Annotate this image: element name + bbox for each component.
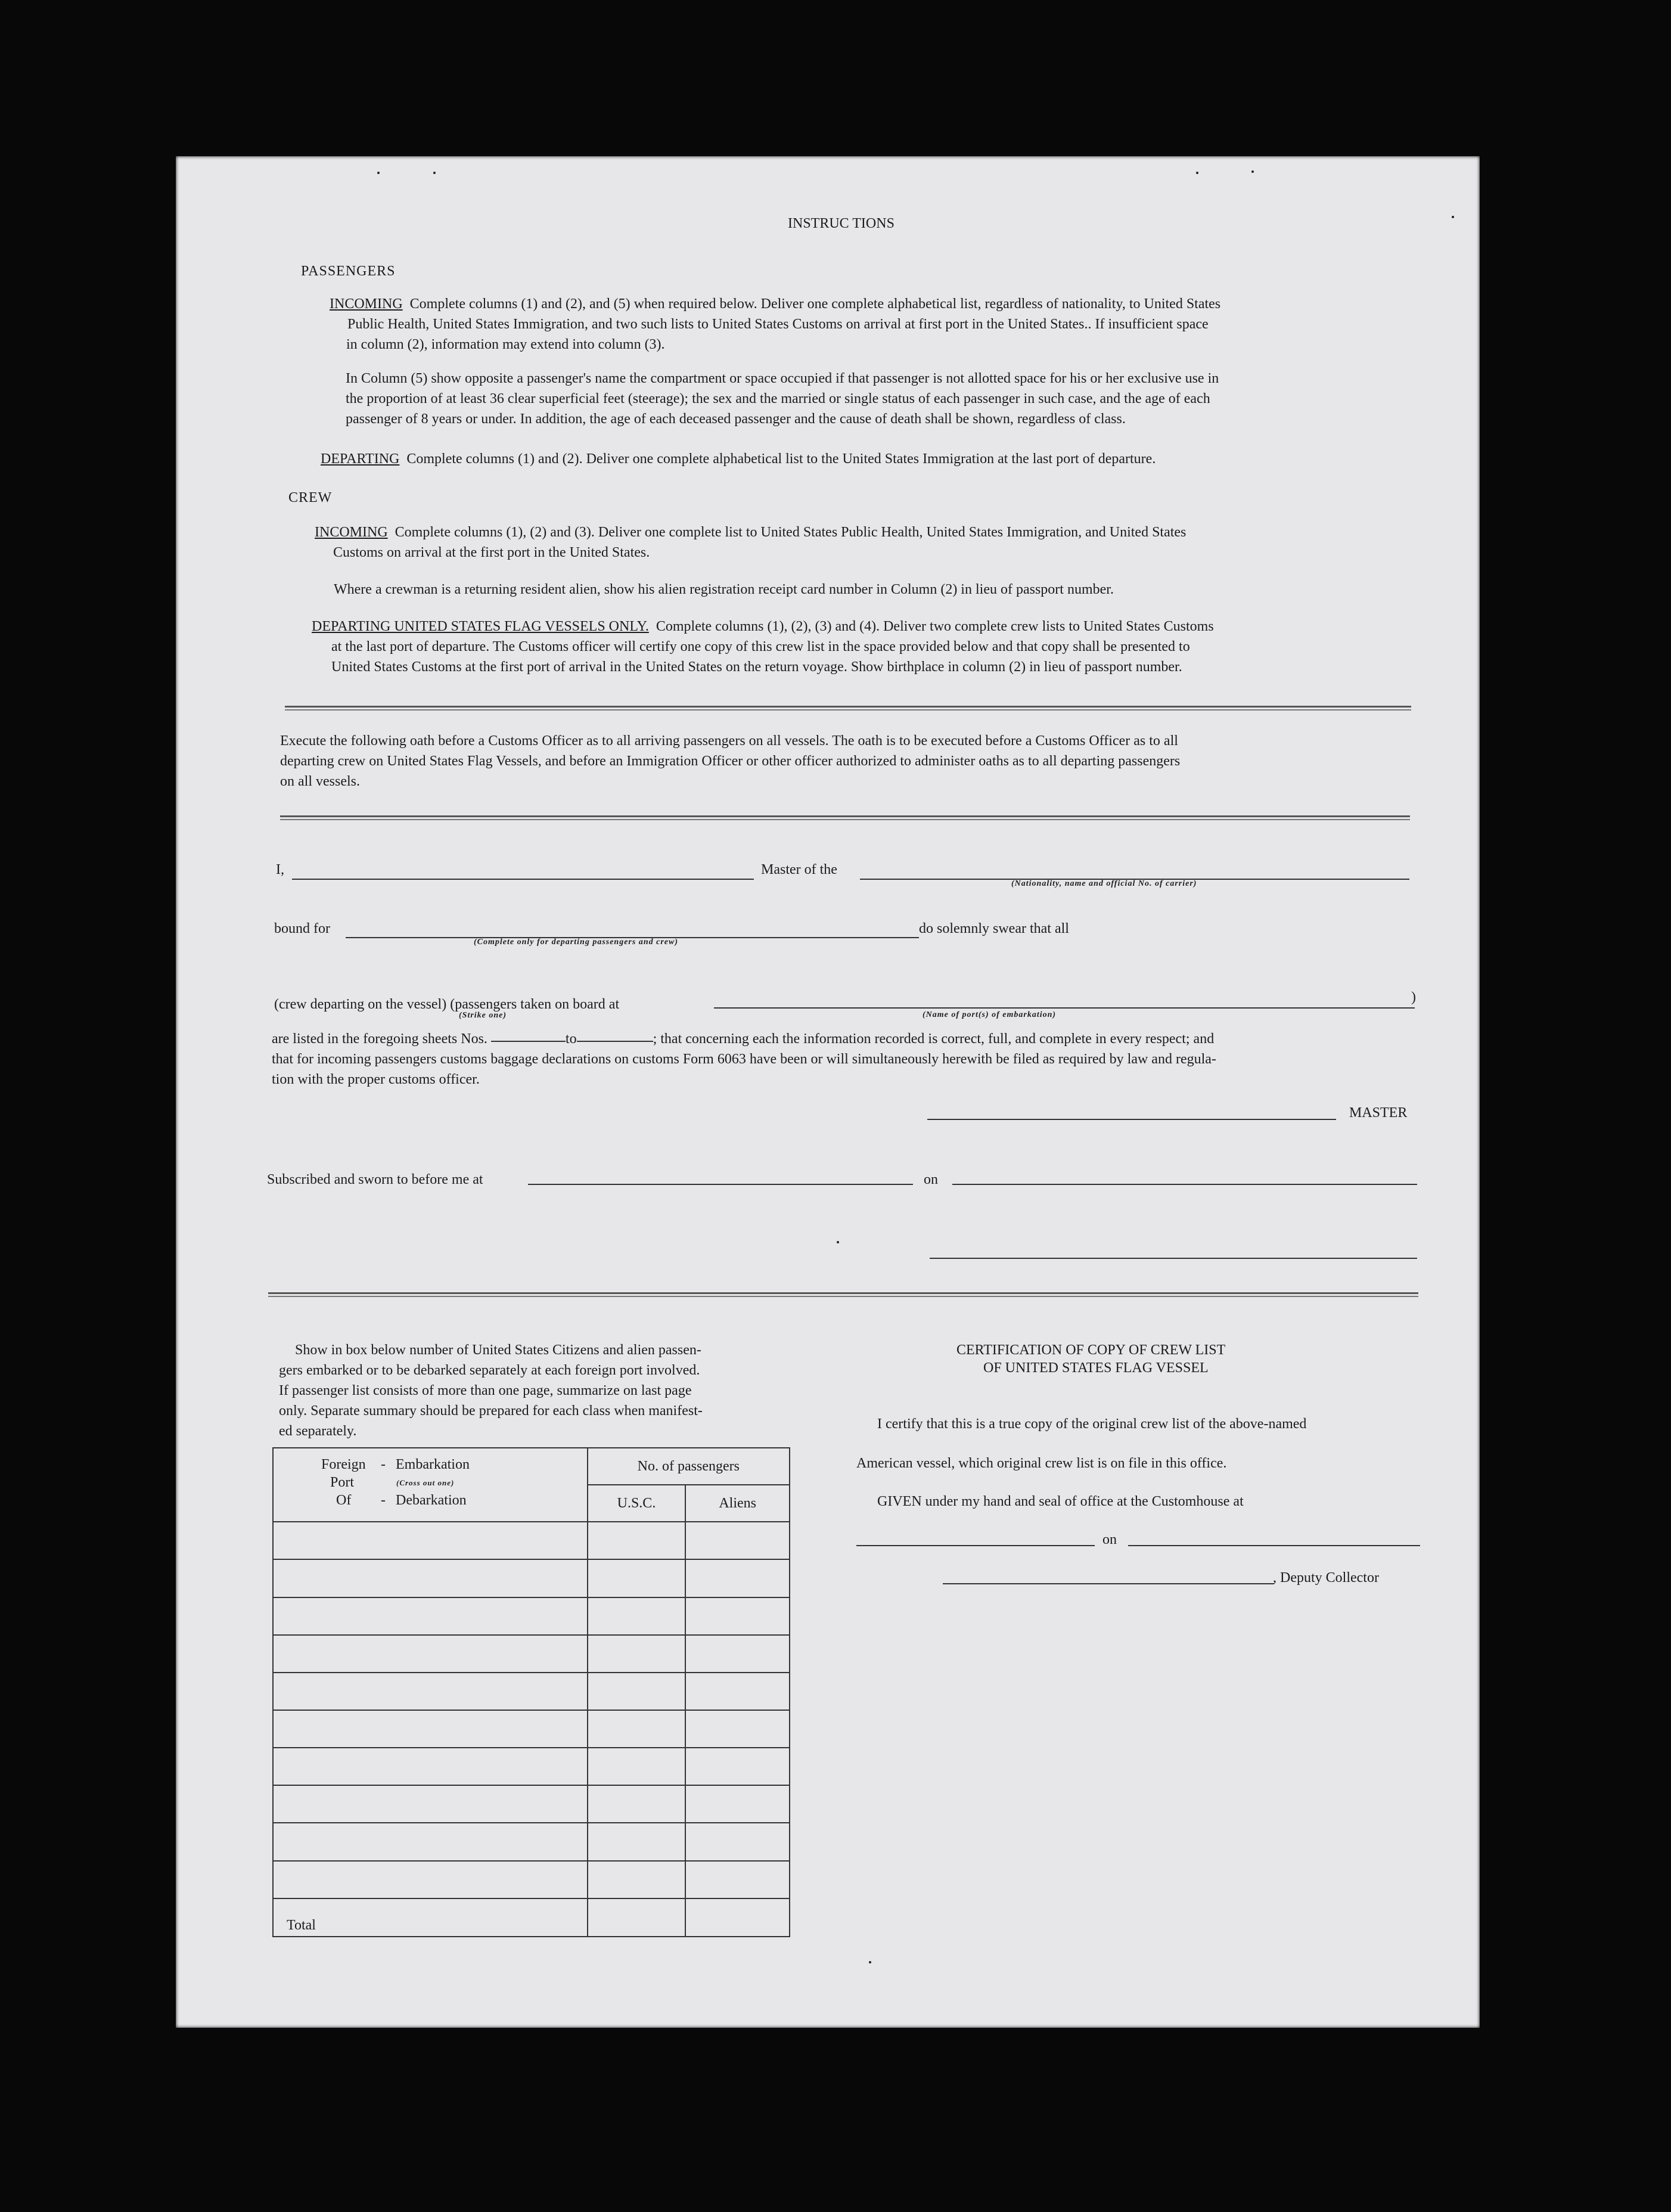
ports-caption: (Name of port(s) of embarkation)	[923, 1010, 1057, 1019]
no-of-passengers-header: No. of passengers	[588, 1448, 790, 1485]
usc-cell[interactable]	[588, 1748, 686, 1785]
scan-mark	[869, 1961, 871, 1963]
scan-mark	[1251, 170, 1254, 173]
sheet-to-field[interactable]	[577, 1041, 653, 1042]
scan-mark	[837, 1241, 839, 1243]
port-cell[interactable]	[273, 1522, 588, 1559]
separator-2	[280, 815, 1410, 817]
usc-cell[interactable]	[588, 1635, 686, 1673]
usc-cell[interactable]	[588, 1710, 686, 1748]
table-row	[273, 1559, 790, 1597]
passengers-incoming-block	[330, 294, 1220, 355]
nationality-caption: (Nationality, name and official No. of carrier)	[1011, 879, 1197, 888]
aliens-cell[interactable]	[685, 1635, 790, 1673]
solemnly-swear: do solemnly swear that all	[919, 921, 1069, 936]
listed-cont	[272, 1049, 1216, 1090]
crew-departing-text: (crew departing on the vessel) (passengers taken on board at	[274, 997, 620, 1012]
listed-line3: tion with the proper customs officer.	[272, 1072, 480, 1087]
separator-1b	[285, 709, 1411, 711]
listed-line2: that for incoming passengers customs baggage declarations on customs Form 6063 have been or will simultaneously herewith be filed as required by law and regula-	[272, 1051, 1216, 1067]
crew-incoming-label: INCOMING	[315, 525, 388, 540]
usc-cell[interactable]	[588, 1559, 686, 1597]
crew-departing-block	[312, 616, 1214, 677]
table-row	[273, 1710, 790, 1748]
certification-line2: American vessel, which original crew list is on file in this office.	[856, 1456, 1227, 1471]
debarkation-label: Debarkation	[396, 1493, 467, 1508]
aliens-cell[interactable]	[685, 1522, 790, 1559]
table-row	[273, 1522, 790, 1559]
crew-departing-line2: at the last port of departure. The Customs officer will certify one copy of this crew list in the space provided below and that copy shall be presented to	[331, 639, 1190, 654]
aliens-cell[interactable]	[685, 1710, 790, 1748]
table-row	[273, 1785, 790, 1823]
crew-departing-line3: United States Customs at the first port of arrival in the United States on the return voyage. Show birthplace in column (2) in lieu of passport number.	[331, 659, 1182, 675]
usc-total-cell[interactable]	[588, 1898, 686, 1937]
dash-2: -	[381, 1493, 386, 1508]
aliens-cell[interactable]	[685, 1748, 790, 1785]
crew-departing-label: DEPARTING UNITED STATES FLAG VESSELS ONLY.	[312, 619, 649, 634]
subscribed-at-field[interactable]	[528, 1184, 913, 1185]
table-row	[273, 1635, 790, 1673]
master-of-label: Master of the	[761, 862, 837, 877]
port-cell[interactable]	[273, 1635, 588, 1673]
ports-field[interactable]	[714, 1007, 1415, 1009]
passengers-incoming-line3: in column (2), information may extend into column (3).	[346, 337, 665, 352]
crew-departing-line1: Complete columns (1), (2), (3) and (4). Deliver two complete crew lists to United States Customs	[656, 619, 1214, 634]
crew-resident-alien: Where a crewman is a returning resident alien, show his alien registration receipt card number in Column (2) in lieu of passport number.	[334, 582, 1114, 597]
bound-for-label: bound for	[274, 921, 330, 936]
summary-line1: Show in box below number of United States Citizens and alien passen-	[295, 1342, 701, 1358]
table-row	[273, 1748, 790, 1785]
aliens-total-cell[interactable]	[685, 1898, 790, 1937]
embarkation-label: Embarkation	[396, 1457, 470, 1472]
summary-line4: only. Separate summary should be prepared for each class when manifest-	[279, 1403, 703, 1419]
scan-mark	[377, 172, 380, 174]
of-label: Of	[336, 1493, 352, 1508]
port-cell[interactable]	[273, 1597, 588, 1635]
table-row	[273, 1597, 790, 1635]
usc-cell[interactable]	[588, 1597, 686, 1635]
complete-only-caption: (Complete only for departing passengers and crew)	[474, 938, 678, 947]
aliens-cell[interactable]	[685, 1597, 790, 1635]
port-cell[interactable]	[273, 1785, 588, 1823]
oath-intro	[280, 731, 1180, 792]
crew-heading: CREW	[288, 490, 333, 505]
separator-3	[268, 1292, 1418, 1294]
subscribed-date-field[interactable]	[952, 1184, 1417, 1185]
usc-header: U.S.C.	[588, 1485, 686, 1522]
foreign-label: Foreign	[321, 1457, 366, 1472]
scan-mark	[1196, 172, 1198, 174]
subscribed-label: Subscribed and sworn to before me at	[267, 1172, 483, 1187]
certification-on-label: on	[1102, 1532, 1117, 1547]
summary-line5: ed separately.	[279, 1423, 357, 1439]
separator-3b	[268, 1296, 1418, 1297]
subscribed-on-label: on	[924, 1172, 938, 1187]
port-cell[interactable]	[273, 1673, 588, 1710]
table-row	[273, 1823, 790, 1860]
column5-line1: In Column (5) show opposite a passenger's name the compartment or space occupied if that passenger is not allotted space for his or her exclusive use in	[346, 371, 1219, 386]
column5-line2: the proportion of at least 36 clear superficial feet (steerage); the sex and the married or single status of each passenger in such case, and the age of each	[346, 391, 1210, 407]
summary-line2: gers embarked or to be debarked separately at each foreign port involved.	[279, 1363, 700, 1378]
master-signature-field[interactable]	[927, 1119, 1336, 1120]
port-cell[interactable]	[273, 1559, 588, 1597]
aliens-cell[interactable]	[685, 1823, 790, 1860]
aliens-header: Aliens	[685, 1485, 790, 1522]
crew-incoming-line1: Complete columns (1), (2) and (3). Deliver one complete list to United States Public Health, United States Immigration, and United States	[395, 525, 1187, 540]
separator-2b	[280, 819, 1410, 820]
listed-a: are listed in the foregoing sheets Nos.	[272, 1031, 487, 1047]
summary-instructions	[279, 1340, 703, 1441]
strike-one-caption: (Strike one)	[459, 1011, 507, 1020]
total-label: Total	[273, 1898, 588, 1937]
sheet-from-field[interactable]	[491, 1041, 566, 1042]
oath-intro-line3: on all vessels.	[280, 774, 360, 789]
aliens-cell[interactable]	[685, 1673, 790, 1710]
passengers-incoming-line1: Complete columns (1) and (2), and (5) when required below. Deliver one complete alphabetical list, regardless of nationality, to United States	[409, 296, 1221, 312]
usc-cell[interactable]	[588, 1861, 686, 1898]
port-header-cell	[273, 1448, 588, 1522]
page-title: INSTRUC TIONS	[788, 216, 894, 231]
scan-mark	[1452, 216, 1454, 218]
column5-line3: passenger of 8 years or under. In addition, the age of each deceased passenger and the cause of death shall be shown, regardless of class.	[346, 411, 1126, 427]
passengers-departing-block	[321, 449, 1156, 469]
passengers-heading: PASSENGERS	[301, 263, 396, 279]
cross-out-caption: (Cross out one)	[396, 1478, 455, 1487]
certification-given: GIVEN under my hand and seal of office at the Customhouse at	[877, 1494, 1244, 1509]
deputy-collector-label: , Deputy Collector	[1273, 1570, 1379, 1586]
port-cell[interactable]	[273, 1710, 588, 1748]
aliens-cell[interactable]	[685, 1861, 790, 1898]
separator-1	[285, 706, 1411, 708]
oath-intro-line1: Execute the following oath before a Customs Officer as to all arriving passengers on all vessels. The oath is to be executed before a Customs Officer as to all	[280, 733, 1178, 749]
certification-date-field[interactable]	[1128, 1545, 1420, 1546]
oath-i-label: I,	[276, 862, 284, 877]
port-cell[interactable]	[273, 1748, 588, 1785]
port-cell[interactable]	[273, 1861, 588, 1898]
officer-signature-field[interactable]	[930, 1258, 1417, 1259]
passengers-incoming-label: INCOMING	[330, 296, 403, 312]
usc-cell[interactable]	[588, 1673, 686, 1710]
passengers-departing-label: DEPARTING	[321, 451, 400, 467]
customhouse-field[interactable]	[856, 1545, 1095, 1546]
port-label: Port	[330, 1475, 355, 1490]
master-label: MASTER	[1349, 1105, 1408, 1121]
listed-line1	[272, 1029, 1214, 1049]
column5-block	[346, 368, 1219, 429]
passengers-incoming-line2: Public Health, United States Immigration, and two such lists to United States Customs on arrival at first port in the United States.. If insufficient space	[347, 317, 1209, 332]
port-cell[interactable]	[273, 1823, 588, 1860]
usc-cell[interactable]	[588, 1823, 686, 1860]
oath-intro-line2: departing crew on United States Flag Vessels, and before an Immigration Officer or other officer authorized to administer oaths as to all departing passengers	[280, 753, 1181, 769]
scan-mark	[433, 172, 436, 174]
ports-close-paren: )	[1411, 989, 1416, 1005]
usc-cell[interactable]	[588, 1785, 686, 1823]
aliens-cell[interactable]	[685, 1785, 790, 1823]
crew-incoming-block	[315, 522, 1186, 563]
aliens-cell[interactable]	[685, 1559, 790, 1597]
certification-line1: I certify that this is a true copy of the original crew list of the above-named	[877, 1416, 1307, 1432]
passengers-departing-text: Complete columns (1) and (2). Deliver one complete alphabetical list to the United States Immigration at the last port of departure.	[406, 451, 1156, 467]
usc-cell[interactable]	[588, 1522, 686, 1559]
table-row	[273, 1673, 790, 1710]
certification-heading-2: OF UNITED STATES FLAG VESSEL	[983, 1360, 1209, 1376]
master-name-field[interactable]	[292, 879, 754, 880]
dash-1: -	[381, 1457, 386, 1472]
listed-b: ; that concerning each the information recorded is correct, full, and complete in every respect; and	[653, 1031, 1215, 1047]
deputy-collector-field[interactable]	[943, 1583, 1274, 1584]
listed-to: to	[565, 1031, 577, 1047]
summary-line3: If passenger list consists of more than one page, summarize on last page	[279, 1383, 692, 1398]
certification-heading-1: CERTIFICATION OF COPY OF CREW LIST	[956, 1342, 1226, 1358]
table-row	[273, 1861, 790, 1898]
crew-incoming-line2: Customs on arrival at the first port in the United States.	[333, 545, 650, 560]
passenger-summary-table	[272, 1447, 790, 1937]
total-row	[273, 1898, 790, 1937]
